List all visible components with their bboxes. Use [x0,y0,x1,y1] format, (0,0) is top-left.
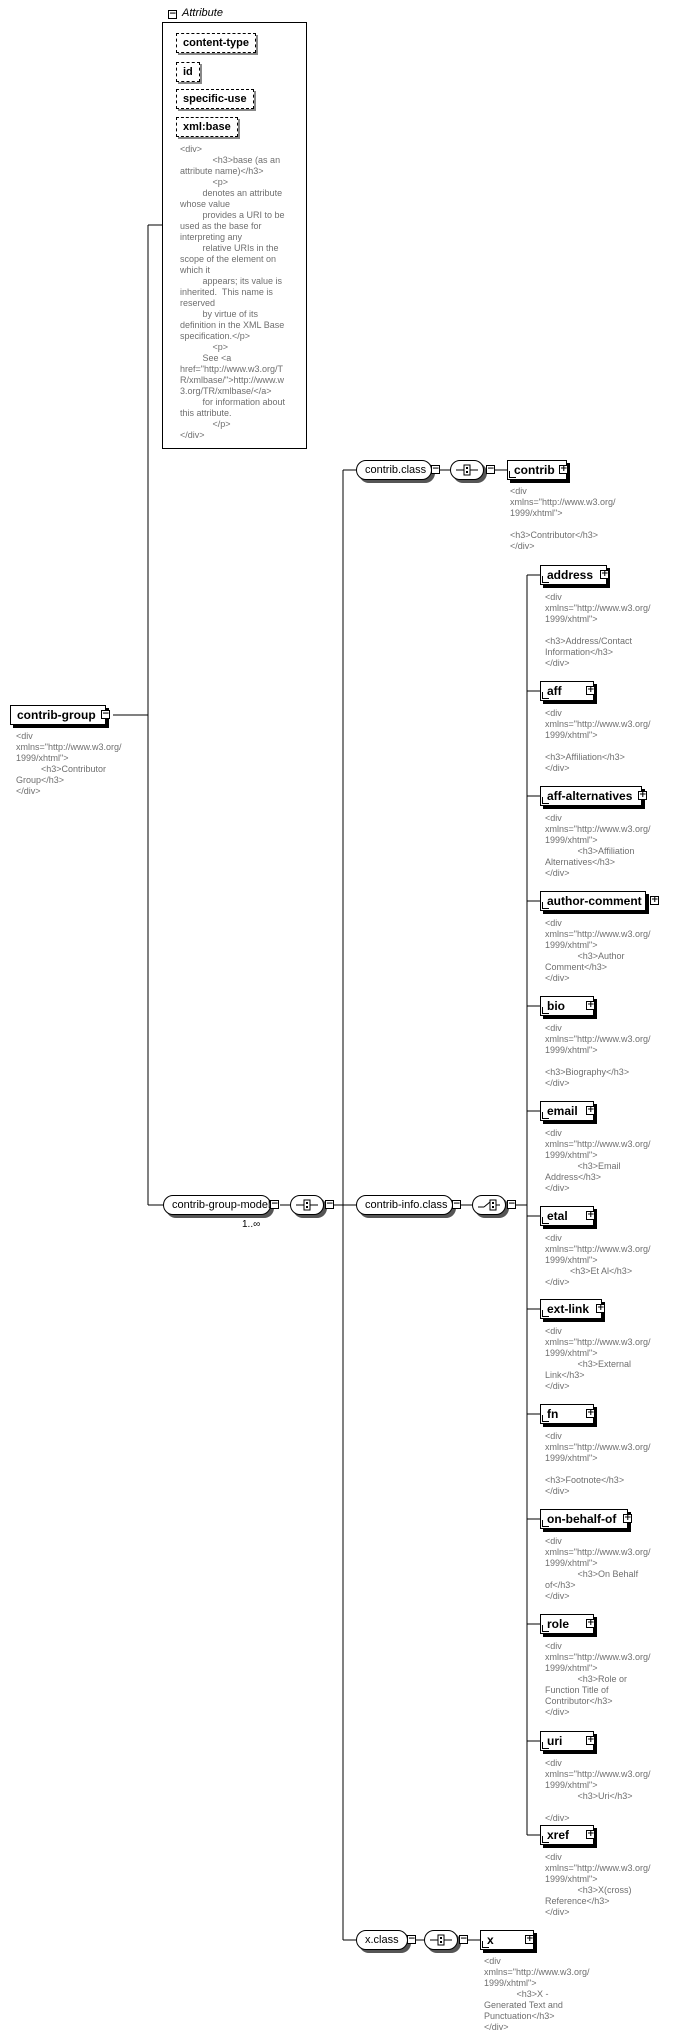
collapse-icon[interactable]: − [169,9,177,19]
collapse-icon[interactable]: − [408,1934,416,1944]
fn-doc: <div xmlns="http://www.w3.org/ 1999/xhtml"> <h3>Footnote</h3> </div> [545,1431,651,1496]
element-aff[interactable]: aff [540,681,594,701]
choice-icon [478,1199,500,1211]
model-group[interactable]: contrib-group-model [163,1195,271,1215]
uri-doc: <div xmlns="http://www.w3.org/ 1999/xhtml"> <h3>Uri</h3> </div> [545,1758,651,1823]
expand-icon[interactable]: + [587,1000,595,1010]
on-behalf-of-doc: <div xmlns="http://www.w3.org/ 1999/xhtml"> <h3>On Behalf of</h3> </div> [545,1536,651,1601]
element-role[interactable]: role [540,1614,594,1634]
etal-doc: <div xmlns="http://www.w3.org/ 1999/xhtml"> <h3>Et Al</h3> </div> [545,1233,651,1287]
attribute-xml-base[interactable]: xml:base [176,117,238,137]
element-x[interactable]: x [480,1930,534,1950]
expand-icon[interactable]: + [587,1618,595,1628]
element-contrib[interactable]: contrib [507,460,567,480]
multiplicity: 1..∞ [242,1219,261,1230]
attribute-specific-use[interactable]: specific-use [176,89,254,109]
collapse-icon[interactable]: − [508,1199,516,1209]
element-aff-alternatives[interactable]: aff-alternatives [540,786,642,806]
collapse-icon[interactable]: − [432,464,440,474]
element-uri[interactable]: uri [540,1731,594,1751]
root-element[interactable]: contrib-group [10,705,106,725]
sequence-icon [296,1199,318,1211]
element-bio[interactable]: bio [540,996,594,1016]
element-address[interactable]: address [540,565,607,585]
element-on-behalf-of[interactable]: on-behalf-of [540,1509,628,1529]
expand-icon[interactable]: + [526,1934,534,1944]
group-x-class[interactable]: x.class [356,1930,408,1950]
collapse-icon[interactable]: − [460,1934,468,1944]
attribute-title: Attribute [182,7,223,19]
expand-icon[interactable]: + [587,1105,595,1115]
xref-doc: <div xmlns="http://www.w3.org/ 1999/xhtml"> <h3>X(cross) Reference</h3> </div> [545,1852,651,1917]
expand-icon[interactable]: + [651,895,659,905]
role-doc: <div xmlns="http://www.w3.org/ 1999/xhtml"> <h3>Role or Function Title of Contributor</h3> </div> [545,1641,651,1717]
sequence-compositor[interactable] [290,1195,324,1215]
element-email[interactable]: email [540,1101,594,1121]
collapse-icon[interactable]: − [326,1199,334,1209]
expand-icon[interactable]: + [587,1735,595,1745]
expand-icon[interactable]: + [587,1210,595,1220]
bio-doc: <div xmlns="http://www.w3.org/ 1999/xhtml"> <h3>Biography</h3> </div> [545,1023,651,1088]
element-xref[interactable]: xref [540,1825,594,1845]
attribute-doc: <div> <h3>base (as an attribute name)</h3> <p> denotes an attribute whose value provides a URI to be used as the base for interpreting any relative URIs in the scope of the element on which it appears; its value is inherited. This name is reserved by virtue of its definition in the XML Base specification.</p> <p> See <a href="http://www.w3.org/T R/xmlbase/">http://www.w 3.org/TR/xmlbase/</a> for information about this attribute. </p> </div> [180,144,286,440]
choice-compositor[interactable] [472,1195,506,1215]
contrib-doc: <div xmlns="http://www.w3.org/ 1999/xhtml"> <h3>Contributor</h3> </div> [510,486,616,551]
expand-icon[interactable]: + [639,790,647,800]
expand-icon[interactable]: + [624,1513,632,1523]
sequence-icon [456,464,478,476]
expand-icon[interactable]: + [587,685,595,695]
expand-icon[interactable]: + [587,1408,595,1418]
expand-icon[interactable]: + [560,464,568,474]
element-fn[interactable]: fn [540,1404,594,1424]
expand-icon[interactable]: + [587,1829,595,1839]
x-doc: <div xmlns="http://www.w3.org/ 1999/xhtml"> <h3>X - Generated Text and Punctuation</h3> </div> [484,1956,590,2032]
author-comment-doc: <div xmlns="http://www.w3.org/ 1999/xhtml"> <h3>Author Comment</h3> </div> [545,918,651,983]
group-contrib-class[interactable]: contrib.class [356,460,432,480]
collapse-icon[interactable]: − [102,709,110,719]
sequence-icon [430,1934,452,1946]
expand-icon[interactable]: + [597,1303,605,1313]
collapse-icon[interactable]: − [453,1199,461,1209]
email-doc: <div xmlns="http://www.w3.org/ 1999/xhtml"> <h3>Email Address</h3> </div> [545,1128,651,1193]
ext-link-doc: <div xmlns="http://www.w3.org/ 1999/xhtml"> <h3>External Link</h3> </div> [545,1326,651,1391]
sequence-compositor[interactable] [424,1930,458,1950]
address-doc: <div xmlns="http://www.w3.org/ 1999/xhtml"> <h3>Address/Contact Information</h3> </div> [545,592,651,668]
attribute-content-type[interactable]: content-type [176,33,256,53]
collapse-icon[interactable]: − [271,1199,279,1209]
attribute-id[interactable]: id [176,62,200,82]
aff-alternatives-doc: <div xmlns="http://www.w3.org/ 1999/xhtml"> <h3>Affiliation Alternatives</h3> </div> [545,813,651,878]
root-doc: <div xmlns="http://www.w3.org/ 1999/xhtml"> <h3>Contributor Group</h3> </div> [16,731,122,796]
sequence-compositor[interactable] [450,460,484,480]
aff-doc: <div xmlns="http://www.w3.org/ 1999/xhtml"> <h3>Affiliation</h3> </div> [545,708,651,773]
group-contrib-info-class[interactable]: contrib-info.class [356,1195,453,1215]
element-etal[interactable]: etal [540,1206,594,1226]
expand-icon[interactable]: + [601,569,609,579]
element-ext-link[interactable]: ext-link [540,1299,602,1319]
element-author-comment[interactable]: author-comment [540,891,646,911]
collapse-icon[interactable]: − [487,464,495,474]
